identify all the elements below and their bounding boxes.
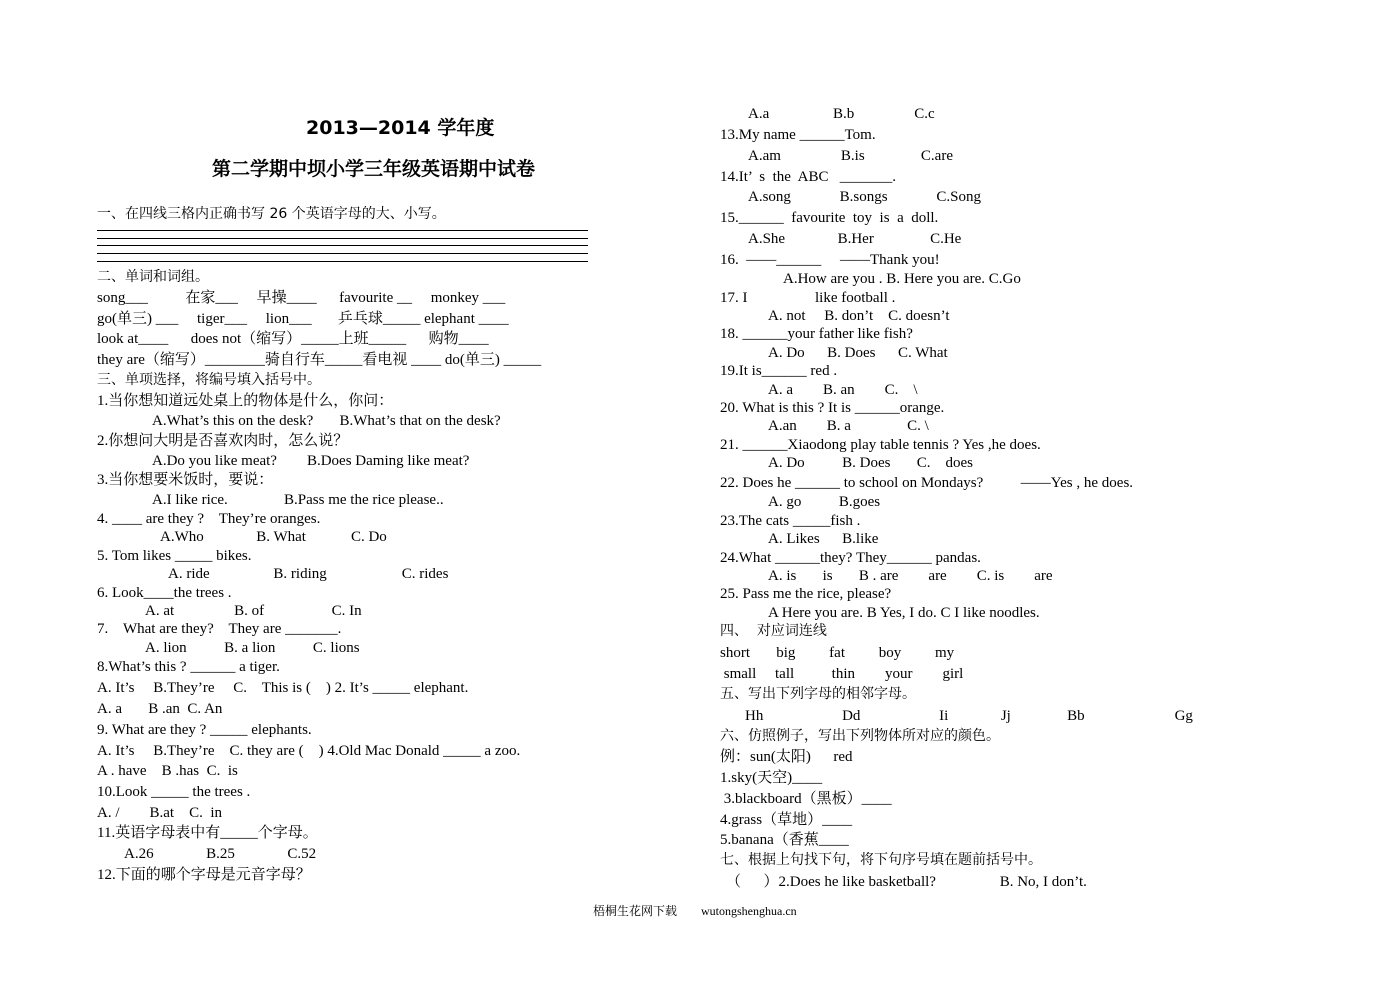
- exam-main-title: 第二学期中坝小学三年级英语期中试卷: [212, 158, 536, 180]
- text-line: 17. I like football .: [720, 290, 896, 306]
- text-line: A. Do B. Does C. What: [768, 345, 948, 361]
- text-line: A.Who B. What C. Do: [160, 529, 387, 545]
- text-line: 3.当你想要米饭时，要说：: [97, 472, 274, 488]
- section-heading: 二、单词和词组。: [97, 269, 209, 285]
- section-heading: 四、 对应词连线: [720, 623, 827, 639]
- footer-watermark: 梧桐生花网下载 wutongshenghua.cn: [593, 904, 797, 918]
- text-line: 20. What is this ? It is ______orange.: [720, 400, 945, 416]
- section-heading: 六、仿照例子，写出下列物体所对应的颜色。: [720, 728, 1000, 744]
- text-line: song___ 在家___ 早操____ favourite __ monkey ___: [97, 290, 506, 306]
- text-line: they are（缩写）________骑自行车_____看电视 ____ do(单三) _____: [97, 352, 542, 368]
- text-line: A.She B.Her C.He: [748, 231, 962, 247]
- text-line: 21. ______Xiaodong play table tennis ? Yes ,he does.: [720, 437, 1041, 453]
- text-line: short big fat boy my: [720, 645, 955, 661]
- text-line: 7. What are they? They are _______.: [97, 621, 342, 637]
- text-line: A.song B.songs C.Song: [748, 189, 981, 205]
- text-line: 8.What’s this ? ______ a tiger.: [97, 659, 280, 675]
- text-line: A. go B.goes: [768, 494, 881, 510]
- exam-year-title: 2013—2014 学年度: [306, 117, 495, 139]
- text-line: A.What’s this on the desk? B.What’s that on the desk?: [152, 413, 501, 429]
- section-heading: 五、写出下列字母的相邻字母。: [720, 686, 916, 702]
- text-line: look at____ does not（缩写）_____上班_____ 购物____: [97, 331, 489, 347]
- text-line: small tall thin your girl: [720, 666, 964, 682]
- text-line: 6. Look____the trees .: [97, 585, 232, 601]
- writing-line: [97, 238, 588, 239]
- text-line: 例：sun(太阳) red: [720, 749, 853, 765]
- text-line: Hh Dd Ii Jj Bb Gg: [745, 708, 1193, 724]
- text-line: A. a B. an C. \: [768, 382, 918, 398]
- text-line: 15.______ favourite toy is a doll.: [720, 210, 939, 226]
- text-line: go(单三) ___ tiger___ lion___ 乒乓球_____ elephant ____: [97, 311, 509, 327]
- text-line: 24.What ______they? They______ pandas.: [720, 550, 981, 566]
- text-line: A. a B .an C. An: [97, 701, 223, 717]
- text-line: A. lion B. a lion C. lions: [145, 640, 360, 656]
- writing-line: [97, 245, 588, 246]
- text-line: 13.My name ______Tom.: [720, 127, 876, 143]
- text-line: （ ）2.Does he like basketball? B. No, I don’t.: [726, 874, 1087, 890]
- text-line: A.Do you like meat? B.Does Daming like meat?: [152, 453, 470, 469]
- text-line: A.How are you . B. Here you are. C.Go: [783, 271, 1021, 287]
- text-line: 16. ——______ ——Thank you!: [720, 252, 940, 268]
- writing-line: [97, 230, 588, 231]
- text-line: A. Do B. Does C. does: [768, 455, 973, 471]
- text-line: A.a B.b C.c: [748, 106, 935, 122]
- text-line: 1.当你想知道远处桌上的物体是什么，你问：: [97, 393, 394, 409]
- text-line: 4. ____ are they ? They’re oranges.: [97, 511, 321, 527]
- section-heading: 三、单项选择，将编号填入括号中。: [97, 372, 321, 388]
- text-line: 14.It’ s the ABC _______.: [720, 169, 896, 185]
- text-line: A. Likes B.like: [768, 531, 879, 547]
- text-line: 19.It is______ red .: [720, 363, 838, 379]
- text-line: 2.你想问大明是否喜欢肉时，怎么说？: [97, 433, 349, 449]
- writing-line: [97, 253, 588, 254]
- text-line: A.I like rice. B.Pass me the rice please..: [152, 492, 444, 508]
- section-heading: 一、在四线三格内正确书写 26 个英语字母的大、小写。: [97, 206, 446, 222]
- writing-line: [97, 261, 588, 262]
- text-line: 11.英语字母表中有_____个字母。: [97, 825, 318, 841]
- text-line: A Here you are. B Yes, I do. C I like noodles.: [768, 605, 1040, 621]
- text-line: 23.The cats _____fish .: [720, 513, 861, 529]
- text-line: 9. What are they ? _____ elephants.: [97, 722, 312, 738]
- text-line: A. at B. of C. In: [145, 603, 362, 619]
- text-line: 5. Tom likes _____ bikes.: [97, 548, 252, 564]
- text-line: 1.sky(天空)____: [720, 770, 823, 786]
- text-line: A.an B. a C. \: [768, 418, 929, 434]
- text-line: A. is is B . are are C. is are: [768, 568, 1053, 584]
- text-line: 22. Does he ______ to school on Mondays? ——Yes , he does.: [720, 475, 1134, 491]
- text-line: A.am B.is C.are: [748, 148, 953, 164]
- text-line: A. It’s B.They’re C. they are ( ) 4.Old Mac Donald _____ a zoo.: [97, 743, 521, 759]
- text-line: A.26 B.25 C.52: [124, 846, 317, 862]
- text-line: 18. ______your father like fish?: [720, 326, 913, 342]
- section-heading: 七、根据上句找下句，将下句序号填在题前括号中。: [720, 852, 1042, 868]
- text-line: A. It’s B.They’re C. This is ( ) 2. It’s _____ elephant.: [97, 680, 469, 696]
- text-line: 12.下面的哪个字母是元音字母？: [97, 867, 311, 883]
- text-line: 3.blackboard（黑板）____: [720, 791, 892, 807]
- text-line: A . have B .has C. is: [97, 763, 238, 779]
- text-line: 25. Pass me the rice, please?: [720, 586, 892, 602]
- text-line: A. / B.at C. in: [97, 805, 223, 821]
- text-line: 4.grass（草地）____: [720, 812, 853, 828]
- text-line: A. not B. don’t C. doesn’t: [768, 308, 950, 324]
- text-line: 10.Look _____ the trees .: [97, 784, 251, 800]
- text-line: A. ride B. riding C. rides: [168, 566, 449, 582]
- text-line: 5.banana（香蕉____: [720, 832, 849, 848]
